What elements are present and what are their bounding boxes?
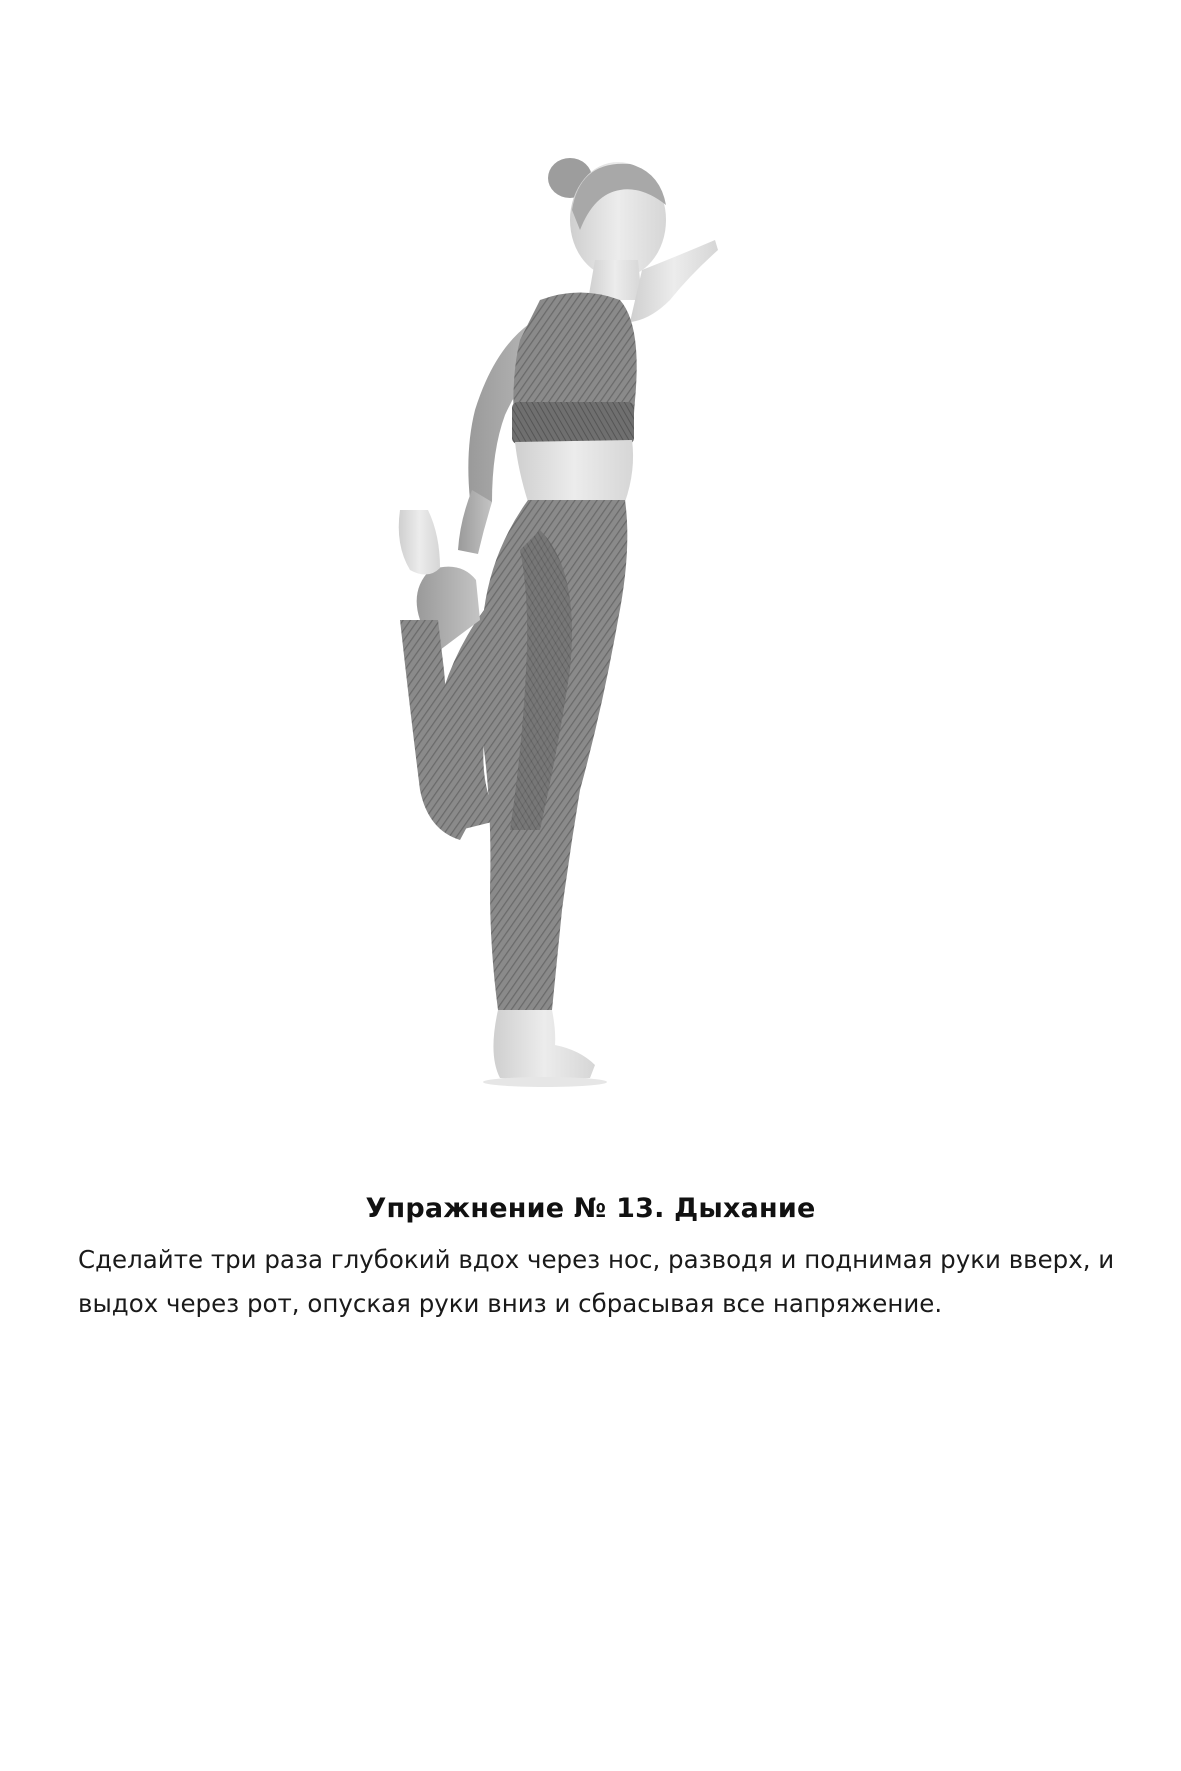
standing-foot xyxy=(493,1010,595,1080)
woman-stretch-figure xyxy=(380,150,800,1200)
holding-hand xyxy=(399,510,440,575)
exercise-description: Сделайте три раза глубокий вдох через нос, разводя и поднимая руки вверх, и выдох через рот, опуская руки вниз и сбрасывая все напряжение. xyxy=(78,1245,1115,1318)
exercise-title: Упражнение № 13. Дыхание xyxy=(365,1193,816,1224)
exercise-illustration xyxy=(380,150,800,1200)
midriff xyxy=(515,440,633,502)
